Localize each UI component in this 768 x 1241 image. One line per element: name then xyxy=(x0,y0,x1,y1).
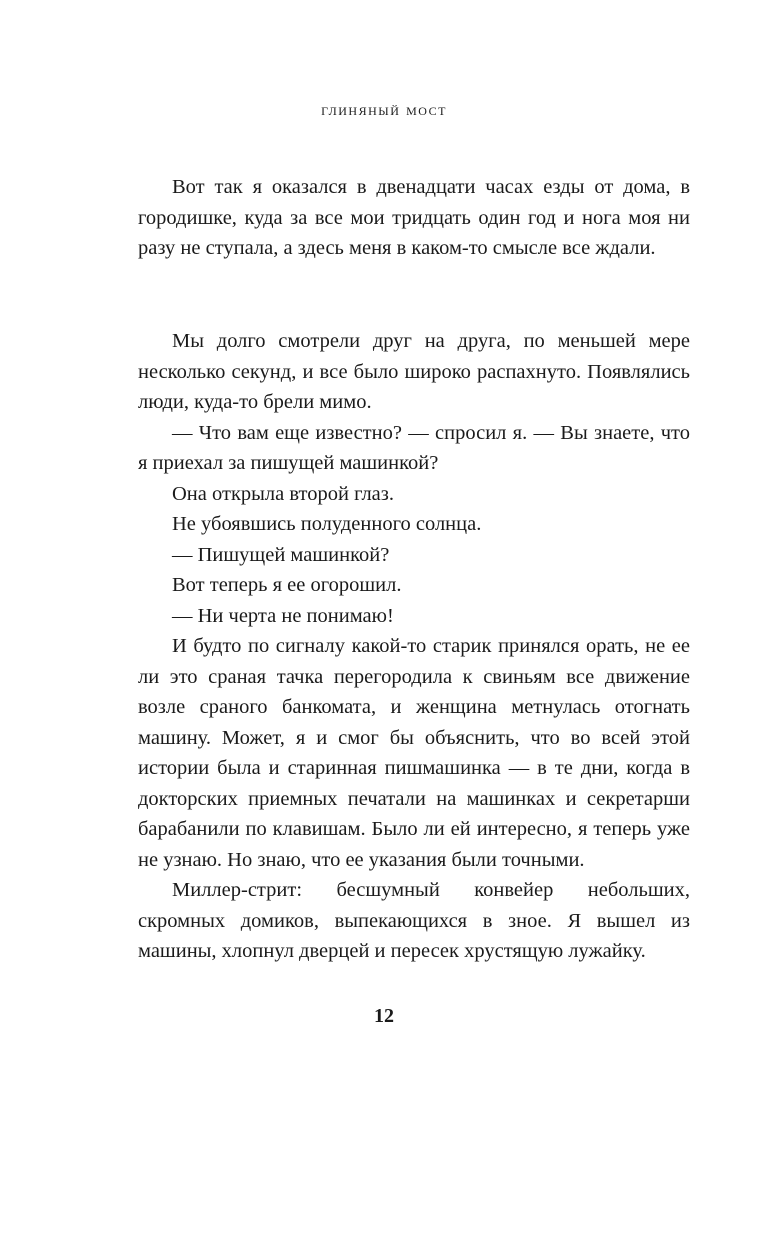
page-number: 12 xyxy=(374,1005,394,1027)
paragraph: — Ни черта не понимаю! xyxy=(172,604,394,627)
running-head: глиняный мост xyxy=(321,100,447,119)
paragraph: Вот теперь я ее огорошил. xyxy=(172,574,402,596)
paragraph: Мы долго смотрели друг на друга, по меньшей мере несколько секунд, и все было широко распахнуто. Появлялись люди, куда-то брели мимо. xyxy=(138,330,690,413)
text-block-1 xyxy=(138,172,690,264)
paragraph: Миллер-стрит: бесшумный конвейер небольших, скромных домиков, выпекающихся в зное. Я вышел из машины, хлопнул дверцей и пересек хрустящую лужайку. xyxy=(138,879,690,962)
paragraph: Не убоявшись полуденного солнца. xyxy=(172,513,482,535)
paragraph: И будто по сигналу какой-то старик принялся орать, не ее ли это сраная тачка перегородила к свиньям все движение возле сраного банкомата, и женщина метнулась отогнать машину. Может, я и смог бы объяснить, что во всей этой истории была и старинная пишмашинка — в те дни, когда в докторских приемных печатали на машинках и секретарши барабанили по клавишам. Было ли ей интересно, я теперь уже не узнаю. Но знаю, что ее указания были точными. xyxy=(138,635,690,871)
paragraph: — Пишущей машинкой? xyxy=(172,543,390,566)
paragraph: Вот так я оказался в двенадцати часах езды от дома, в городишке, куда за все мои тридцать один год и нога моя ни разу не ступала, а здесь меня в каком-то смысле все ждали. xyxy=(138,176,690,259)
text-block-2 xyxy=(138,326,690,967)
paragraph: — Что вам еще известно? — спросил я. — Вы знаете, что я приехал за пишущей машинкой? xyxy=(138,421,690,474)
paragraph: Она открыла второй глаз. xyxy=(172,482,394,505)
